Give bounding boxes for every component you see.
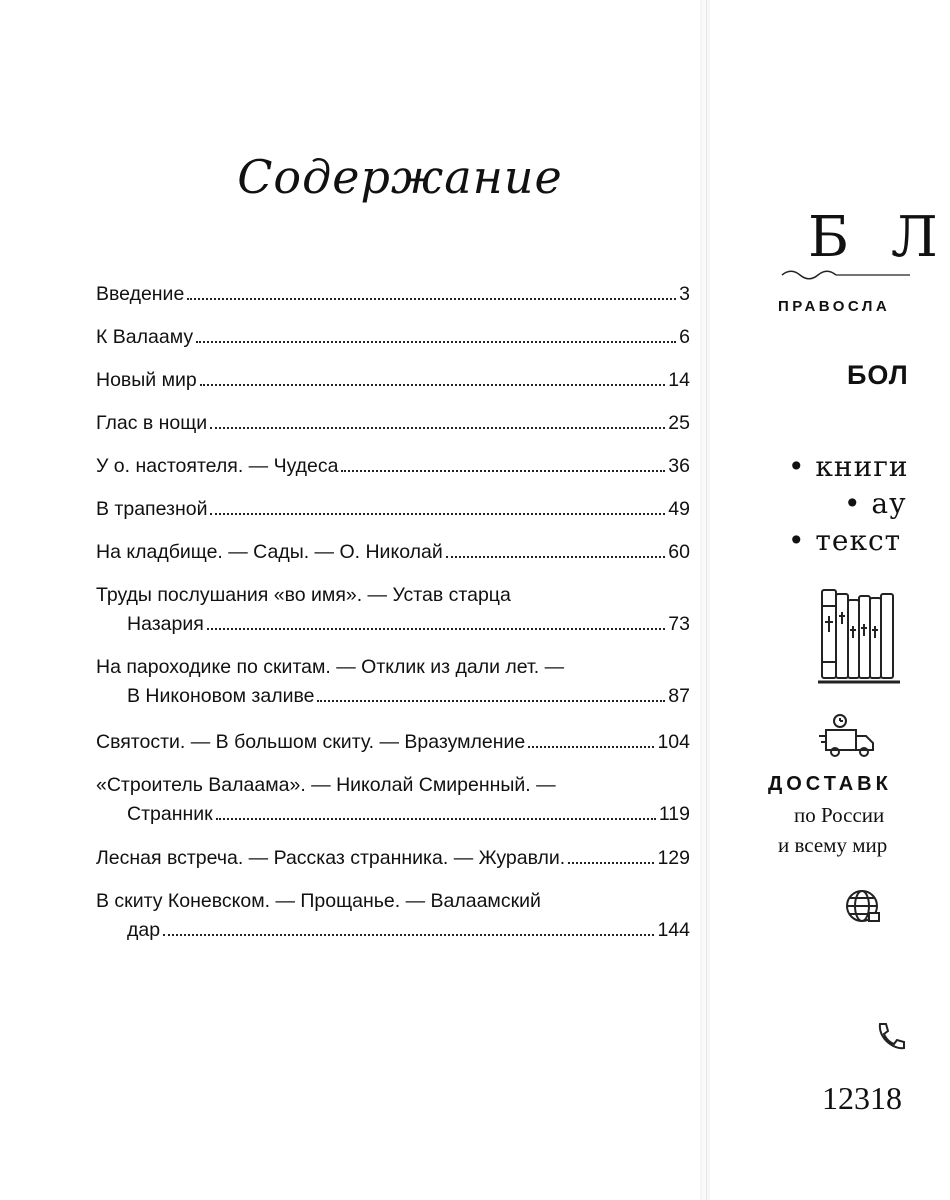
toc-entry-page: 119: [658, 803, 690, 825]
toc-entry-label: На кладбище. — Сады. — О. Николай: [96, 541, 443, 563]
toc-entry: [96, 653, 690, 711]
toc-entry-page: 60: [668, 541, 690, 563]
dot-leader: [210, 513, 665, 515]
right-page: [710, 0, 950, 1200]
dot-leader: [446, 556, 666, 558]
wave-divider: [780, 268, 910, 282]
books-icon: [818, 586, 900, 686]
dot-leader: [528, 746, 654, 748]
toc-entry: [96, 280, 690, 309]
dot-leader: [341, 470, 665, 472]
toc-entry-page: 25: [668, 412, 690, 434]
dot-leader: [210, 427, 665, 429]
toc-entry-label: Святости. — В большом скиту. — Вразумление: [96, 731, 526, 753]
dot-leader: [200, 384, 666, 386]
toc-entry-continuation: Назария: [127, 613, 204, 635]
publisher-logo-text: Б Л: [808, 205, 950, 270]
toc-entry: [96, 538, 690, 567]
delivery-line: и всему мир: [778, 833, 888, 857]
toc-entry-page: 14: [668, 369, 690, 391]
toc-entry-page: 104: [657, 731, 690, 753]
toc-entry-continuation: В Никоновом заливе: [127, 685, 315, 707]
globe-icon: [844, 888, 884, 928]
toc-entry: [96, 366, 690, 395]
toc-entry: [96, 728, 690, 757]
toc-entry-page: 49: [668, 498, 690, 520]
toc-entry-page: 129: [657, 847, 690, 869]
publisher-subtitle: ПРАВОСЛА: [778, 298, 891, 315]
toc-entry-page: 36: [668, 455, 690, 477]
dot-leader: [207, 628, 666, 630]
toc-entry-page: 144: [657, 919, 690, 941]
toc-entry-label: Новый мир: [96, 369, 197, 391]
toc-entry-label: В скиту Коневском. — Прощанье. — Валаамский: [96, 890, 541, 912]
toc-entry-page: 6: [679, 326, 690, 348]
bullet-item: • книги: [788, 450, 909, 483]
dot-leader: [196, 341, 676, 343]
delivery-line: по России: [794, 803, 885, 827]
page-title: Содержание: [237, 150, 563, 204]
toc-entry: [96, 844, 690, 873]
toc-entry-label: «Строитель Валаама». — Николай Смиренный. —: [96, 774, 556, 796]
phone-icon: [874, 1020, 904, 1052]
toc-entry-label: У о. настоятеля. — Чудеса: [96, 455, 339, 477]
promo-heading: БОЛ: [847, 360, 909, 390]
toc-entry-label: Лесная встреча. — Рассказ странника. — Журавли.: [96, 847, 566, 869]
toc-entry-continuation: Странник: [127, 803, 213, 825]
toc-entry: [96, 452, 690, 481]
dot-leader: [568, 862, 654, 864]
dot-leader: [317, 700, 665, 702]
toc-entry-continuation: дар: [127, 919, 161, 941]
truck-icon: [818, 712, 878, 760]
toc-entry-label: К Валааму: [96, 326, 194, 348]
toc-entry-label: На пароходике по скитам. — Отклик из дали лет. —: [96, 656, 565, 678]
toc-entry: [96, 771, 690, 829]
delivery-heading: ДОСТАВК: [768, 773, 892, 795]
bullet-item: • ау: [844, 487, 907, 520]
dot-leader: [216, 818, 656, 820]
toc-entry: [96, 323, 690, 352]
toc-entry-page: 87: [668, 685, 690, 707]
toc-entry: [96, 887, 690, 945]
toc-entry: [96, 495, 690, 524]
toc-entry-label: Введение: [96, 283, 185, 305]
toc-entry-page: 73: [668, 613, 690, 635]
toc-entry-label: Труды послушания «во имя». — Устав старца: [96, 584, 511, 606]
toc-entry-label: Глас в нощи: [96, 412, 208, 434]
bullet-item: • текст: [788, 524, 902, 557]
toc-entry: [96, 581, 690, 639]
phone-number: 12318: [822, 1080, 902, 1116]
dot-leader: [187, 298, 676, 300]
toc-entry-page: 3: [679, 283, 690, 305]
toc-entry-label: В трапезной: [96, 498, 208, 520]
dot-leader: [163, 934, 654, 936]
toc-entry: [96, 409, 690, 438]
